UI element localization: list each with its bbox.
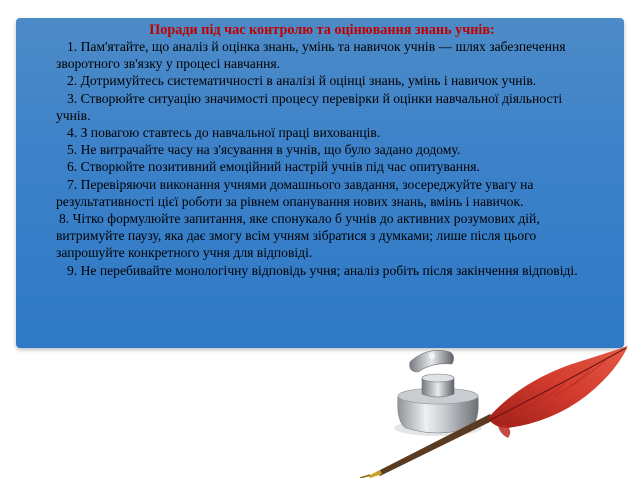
advice-text-block: [56, 22, 588, 279]
advice-item-9: 9. Не перебивайте монологічну відповідь учня; аналіз робіть після закінчення відповіді.: [67, 262, 578, 278]
advice-item-2: 2. Дотримуйтесь систематичності в аналізі й оцінці знань, умінь і навичок учнів.: [67, 73, 537, 89]
slide-title: Поради під час контролю та оцінювання знань учнів:: [149, 22, 495, 38]
quill-inkwell-icon: [340, 342, 630, 478]
advice-item-5: 5. Не витрачайте часу на з'ясування в учнів, що було задано додому.: [67, 142, 461, 158]
advice-item-3: 3. Створюйте ситуацію значимості процесу перевірки й оцінки навчальної діяльності учнів.: [56, 90, 563, 123]
advice-item-1: 1. Пам'ятайте, що аналіз й оцінка знань, умінь та навичок учнів — шлях забезпечення зворотного зв'язку у процесі навчання.: [56, 39, 566, 72]
advice-item-6: 6. Створюйте позитивний емоційний настрій учнів під час опитування.: [67, 159, 480, 175]
advice-item-7: 7. Перевіряючи виконання учнями домашнього завдання, зосереджуйте увагу на результативності цієї роботи за рівнем опанування нових знань, вмінь і навичок.: [56, 176, 534, 209]
advice-item-4: 4. З повагою ставтесь до навчальної праці вихованців.: [67, 125, 381, 141]
advice-item-8: 8. Чітко формулюйте запитання, яке спонукало б учнів до активних розумових дій, витримуйте паузу, яка дає змогу всім учням зібратися з думками; лише після цього запрошуйте конкретного учня для відповіді.: [56, 211, 540, 261]
